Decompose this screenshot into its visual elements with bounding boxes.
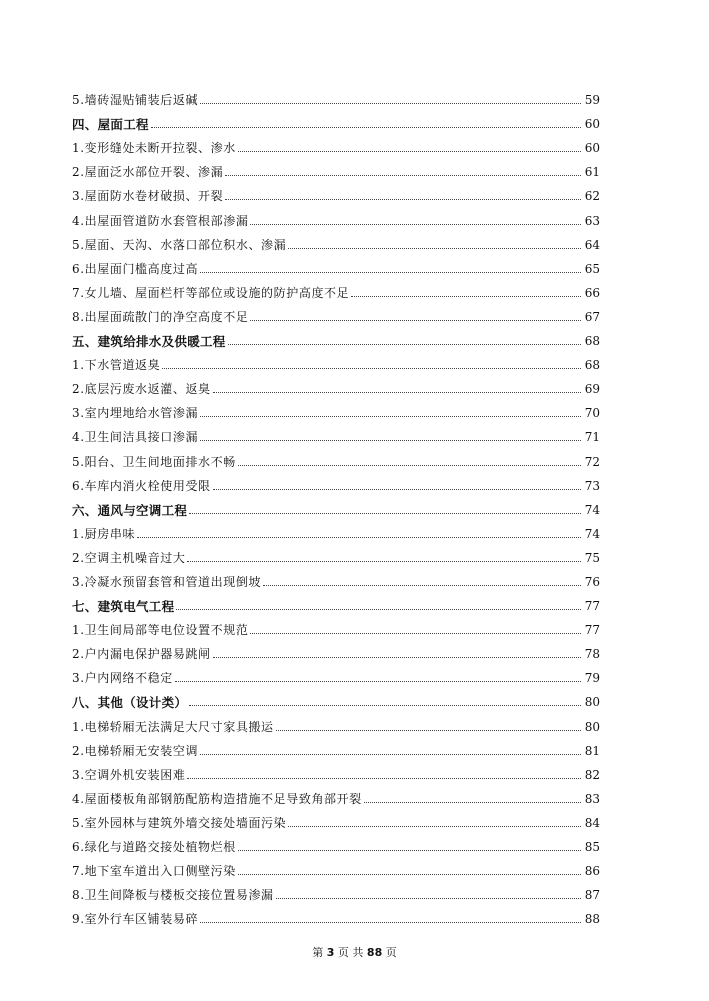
toc-page-number: 76 [584, 574, 600, 589]
toc-page-number: 65 [584, 261, 600, 276]
toc-entry-title: 3.空调外机安装困难 [72, 767, 186, 782]
toc-page-number: 78 [584, 647, 600, 662]
toc-entry[interactable] [72, 180, 600, 204]
dot-leader [187, 778, 580, 779]
toc-page-number: 83 [584, 791, 600, 806]
dot-leader [137, 537, 581, 538]
dot-leader [200, 272, 581, 273]
toc-entry-title: 八、其他（设计类） [72, 695, 188, 711]
toc-entry[interactable] [72, 470, 600, 494]
toc-page-number: 74 [584, 526, 600, 541]
toc-entry-title: 3.室内埋地给水管渗漏 [72, 406, 199, 421]
dot-leader [250, 320, 580, 321]
toc-page-number: 87 [584, 888, 600, 903]
toc-entry[interactable] [72, 132, 600, 156]
toc-entry[interactable] [72, 229, 600, 253]
page-footer [0, 944, 709, 960]
toc-entry[interactable] [72, 421, 600, 445]
toc-page-number: 60 [584, 141, 600, 156]
toc-page-number: 68 [584, 358, 600, 373]
toc-page-number: 85 [584, 840, 600, 854]
toc-page-number: 84 [584, 815, 600, 830]
toc-entry-title: 1.卫生间局部等电位设置不规范 [72, 623, 249, 638]
dot-leader [189, 513, 581, 514]
toc-entry-title: 2.屋面泛水部位开裂、渗漏 [72, 165, 224, 180]
dot-leader [175, 681, 581, 682]
dot-leader [189, 705, 581, 706]
dot-leader [276, 898, 581, 899]
toc-entry[interactable] [72, 807, 600, 831]
toc-entry[interactable] [72, 710, 600, 734]
toc-page-number: 71 [584, 430, 600, 445]
toc-entry-title: 8.卫生间降板与楼板交接位置易渗漏 [72, 888, 274, 903]
toc-page-number: 72 [584, 454, 600, 469]
dot-leader [225, 199, 580, 200]
toc-entry-title: 2.底层污废水返灌、返臭 [72, 382, 211, 397]
toc-entry-title: 9.室外行车区铺装易碎 [72, 912, 199, 927]
toc-entry-title: 3.屋面防水卷材破损、开裂 [72, 189, 224, 204]
toc-section-heading[interactable] [72, 325, 600, 349]
toc-entry[interactable] [72, 397, 600, 421]
toc-section-heading[interactable] [72, 494, 600, 518]
toc-entry-title: 3.冷凝水预留套管和管道出现倒坡 [72, 574, 262, 589]
toc-entry[interactable] [72, 903, 600, 927]
toc-entry[interactable] [72, 831, 600, 855]
footer-middle: 页 共 [337, 946, 364, 959]
toc-entry[interactable] [72, 855, 600, 879]
toc-entry-title: 5.屋面、天沟、水落口部位积水、渗漏 [72, 237, 287, 252]
dot-leader [225, 175, 580, 176]
toc-entry-title: 7.女儿墙、屋面栏杆等部位或设施的防护高度不足 [72, 285, 350, 300]
toc-entry[interactable] [72, 783, 600, 807]
toc-entry[interactable] [72, 662, 600, 686]
dot-leader [238, 874, 581, 875]
toc-entry[interactable] [72, 204, 600, 228]
toc-page-number: 68 [584, 334, 600, 349]
toc-page-number: 64 [584, 237, 600, 252]
dot-leader [213, 657, 581, 658]
toc-page-number: 75 [584, 550, 600, 565]
toc-entry-title: 2.空调主机噪音过大 [72, 550, 186, 565]
dot-leader [276, 730, 581, 731]
toc-page-number: 80 [584, 719, 600, 734]
toc-entry-title: 1.变形缝处未断开拉裂、渗水 [72, 141, 236, 156]
toc-entry-title: 七、建筑电气工程 [72, 599, 175, 615]
toc-entry[interactable] [72, 638, 600, 662]
toc-entry[interactable] [72, 373, 600, 397]
toc-entry-title: 5.室外园林与建筑外墙交接处墙面污染 [72, 815, 287, 830]
toc-entry-title: 7.地下室车道出入口侧壁污染 [72, 864, 236, 879]
toc-entry-title: 2.户内漏电保护器易跳闸 [72, 647, 211, 662]
total-page-count: 88 [366, 946, 383, 959]
toc-entry-title: 6.车库内消火栓使用受限 [72, 478, 211, 493]
toc-entry[interactable] [72, 84, 600, 108]
toc-entry-title: 1.厨房串味 [72, 526, 136, 541]
footer-prefix: 第 [312, 946, 324, 959]
toc-page-number: 63 [584, 213, 600, 228]
toc-page-number: 59 [584, 93, 600, 108]
toc-entry-title: 1.下水管道返臭 [72, 358, 161, 373]
toc-entry-title: 6.绿化与道路交接处植物烂根 [72, 840, 236, 854]
toc-entry[interactable] [72, 518, 600, 542]
dot-leader [162, 368, 580, 369]
toc-entry[interactable] [72, 445, 600, 469]
toc-page-number: 77 [584, 599, 600, 614]
dot-leader [288, 826, 580, 827]
toc-section-heading[interactable] [72, 686, 600, 710]
toc-page-number: 73 [584, 478, 600, 493]
toc-entry[interactable] [72, 156, 600, 180]
dot-leader [200, 922, 581, 923]
dot-leader [200, 103, 581, 104]
dot-leader [288, 248, 580, 249]
toc-entry-title: 2.电梯轿厢无安装空调 [72, 743, 199, 758]
dot-leader [364, 802, 581, 803]
dot-leader [200, 754, 581, 755]
toc-entry[interactable] [72, 759, 600, 783]
dot-leader [200, 440, 581, 441]
dot-leader [351, 296, 580, 297]
dot-leader [200, 416, 581, 417]
dot-leader [187, 561, 580, 562]
toc-entry-title: 8.出屋面疏散门的净空高度不足 [72, 309, 249, 324]
toc-entry-title: 4.卫生间洁具接口渗漏 [72, 430, 199, 445]
toc-page-number: 88 [584, 912, 600, 927]
dot-leader [213, 489, 581, 490]
dot-leader [250, 224, 580, 225]
toc-entry[interactable] [72, 277, 600, 301]
toc-entry-title: 6.出屋面门槛高度过高 [72, 261, 199, 276]
toc-entry-title: 六、通风与空调工程 [72, 502, 188, 518]
toc-entry-title: 5.阳台、卫生间地面排水不畅 [72, 454, 236, 469]
table-of-contents [72, 84, 600, 927]
dot-leader [151, 127, 581, 128]
toc-page-number: 67 [584, 309, 600, 324]
dot-leader [263, 585, 581, 586]
current-page-number: 3 [326, 946, 335, 959]
dot-leader [250, 633, 580, 634]
toc-page-number: 80 [584, 695, 600, 710]
toc-page-number: 82 [584, 767, 600, 782]
toc-page-number: 69 [584, 382, 600, 397]
toc-entry-title: 4.出屋面管道防水套管根部渗漏 [72, 213, 249, 228]
dot-leader [213, 392, 581, 393]
toc-page-number: 66 [584, 285, 600, 300]
toc-entry[interactable] [72, 301, 600, 325]
dot-leader [238, 465, 581, 466]
toc-entry-title: 3.户内网络不稳定 [72, 671, 173, 686]
toc-entry-title: 4.屋面楼板角部钢筋配筋构造措施不足导致角部开裂 [72, 791, 362, 806]
toc-entry[interactable] [72, 735, 600, 759]
dot-leader [176, 609, 580, 610]
dot-leader [238, 151, 581, 152]
toc-page-number: 79 [584, 671, 600, 686]
toc-page-number: 70 [584, 406, 600, 421]
toc-entry[interactable] [72, 566, 600, 590]
toc-entry-title: 1.电梯轿厢无法满足大尺寸家具搬运 [72, 719, 274, 734]
toc-section-heading[interactable] [72, 590, 600, 614]
dot-leader [238, 850, 581, 851]
toc-page-number: 77 [584, 623, 600, 638]
toc-page-number: 60 [584, 117, 600, 132]
toc-entry-title: 四、屋面工程 [72, 117, 149, 133]
toc-page-number: 81 [584, 743, 600, 758]
toc-section-heading[interactable] [72, 108, 600, 132]
toc-entry[interactable] [72, 614, 600, 638]
toc-page-number: 62 [584, 189, 600, 204]
toc-entry[interactable] [72, 879, 600, 903]
toc-entry[interactable] [72, 542, 600, 566]
toc-page-number: 74 [584, 502, 600, 517]
toc-page-number: 61 [584, 165, 600, 180]
footer-suffix: 页 [385, 946, 397, 959]
dot-leader [228, 344, 581, 345]
toc-entry-title: 五、建筑给排水及供暖工程 [72, 334, 226, 350]
toc-entry[interactable] [72, 253, 600, 277]
toc-page-number: 86 [584, 864, 600, 879]
toc-entry[interactable] [72, 349, 600, 373]
toc-entry-title: 5.墙砖湿贴铺装后返碱 [72, 93, 199, 108]
